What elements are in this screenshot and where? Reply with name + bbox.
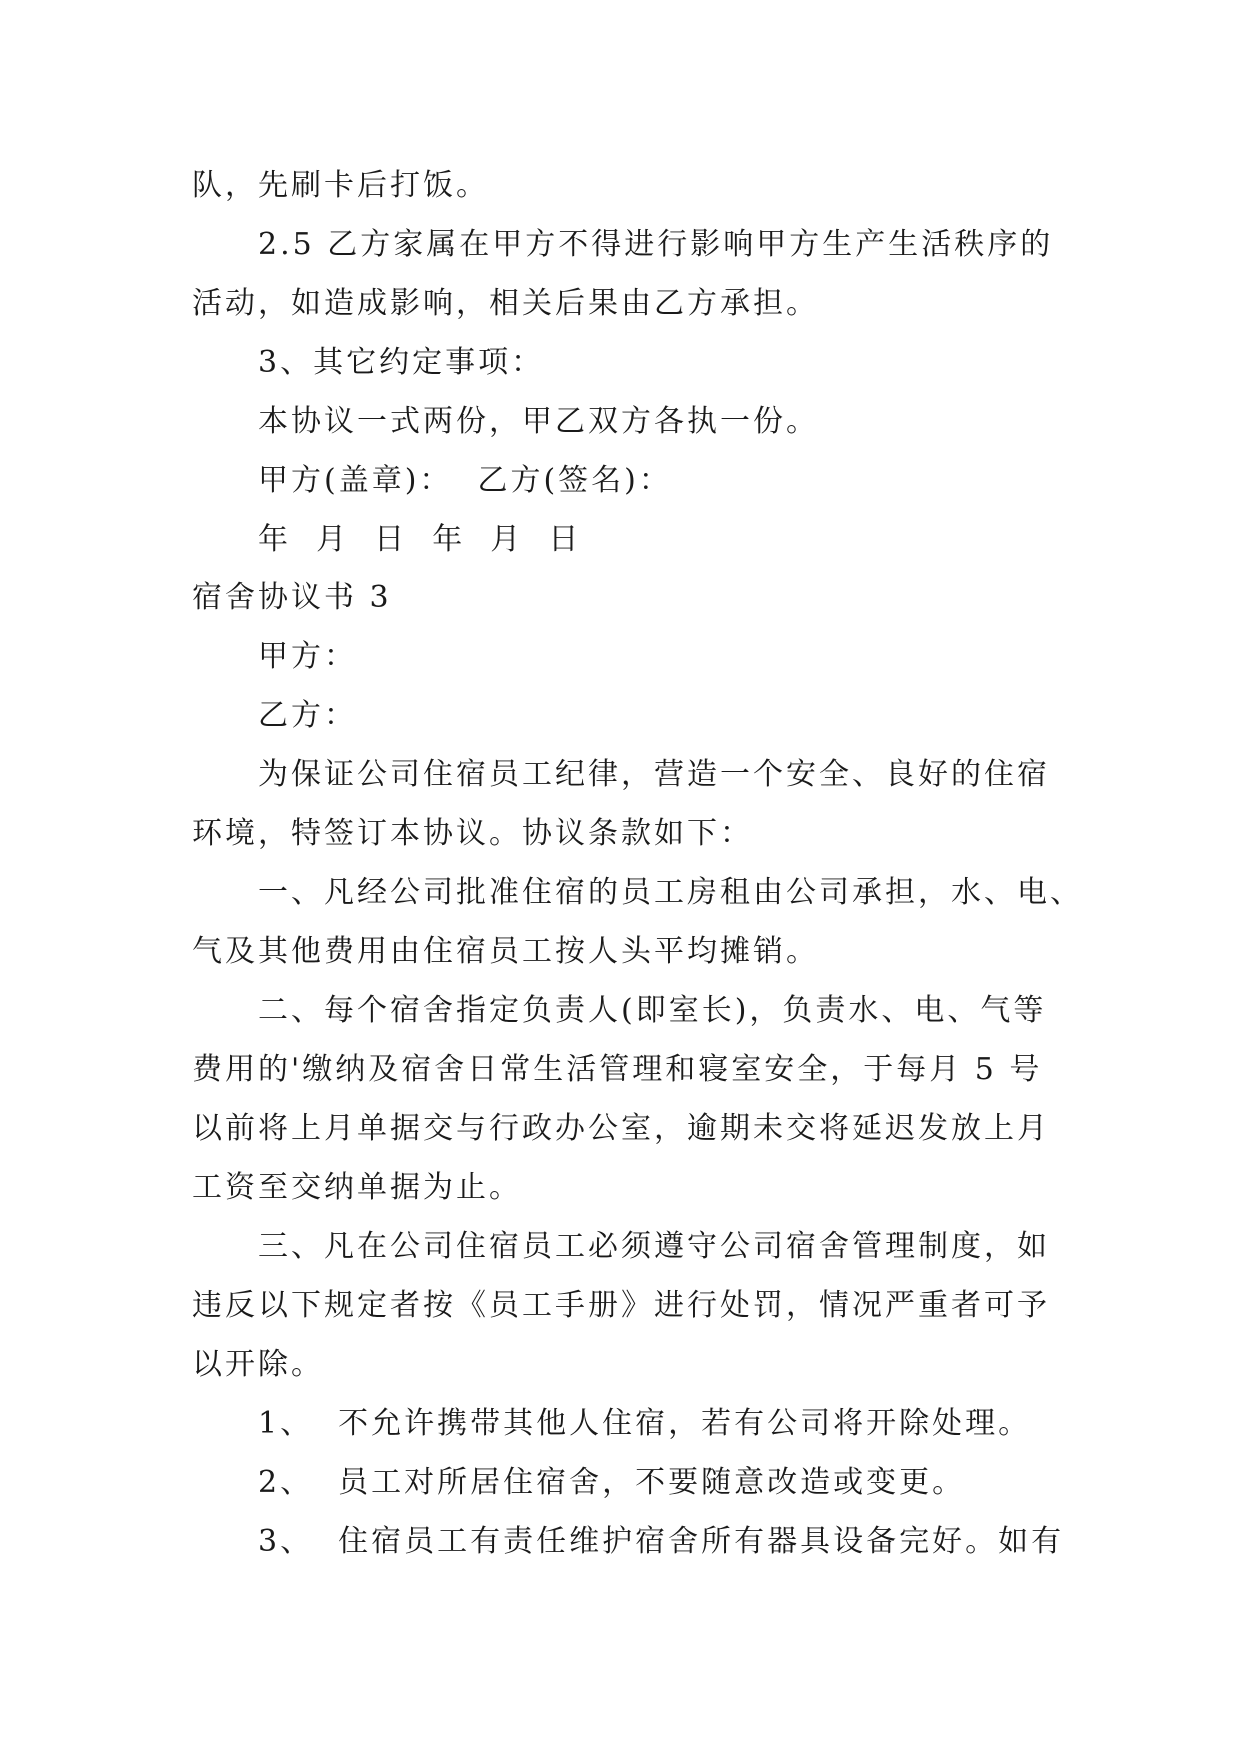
document-title: 宿舍协议书 3 bbox=[192, 580, 392, 615]
text-line: 活动，如造成影响，相关后果由乙方承担。 bbox=[192, 286, 819, 321]
date-line: 年 月 日 年 月 日 bbox=[258, 522, 582, 557]
text-line: 以开除。 bbox=[192, 1347, 324, 1382]
text-line: 费用的'缴纳及宿舍日常生活管理和寝室安全，于每月 5 号 bbox=[192, 1052, 1043, 1087]
text-line: 队，先刷卡后打饭。 bbox=[192, 168, 489, 203]
text-line: 气及其他费用由住宿员工按人头平均摊销。 bbox=[192, 934, 819, 969]
text-line: 违反以下规定者按《员工手册》进行处罚，情况严重者可予 bbox=[192, 1288, 1050, 1323]
signature-line: 甲方(盖章)： 乙方(签名)： bbox=[258, 463, 672, 498]
text-line: 工资至交纳单据为止。 bbox=[192, 1170, 522, 1205]
text-line: 以前将上月单据交与行政办公室，逾期未交将延迟发放上月 bbox=[192, 1111, 1050, 1146]
party-b-label: 乙方： bbox=[258, 698, 357, 733]
list-item: 1、 不允许携带其他人住宿，若有公司将开除处理。 bbox=[258, 1406, 1032, 1441]
clause-line: 三、凡在公司住宿员工必须遵守公司宿舍管理制度，如 bbox=[258, 1229, 1050, 1264]
list-item: 2、 员工对所居住宿舍，不要随意改造或变更。 bbox=[258, 1465, 966, 1500]
list-item: 3、 住宿员工有责任维护宿舍所有器具设备完好。如有 bbox=[258, 1524, 1065, 1559]
text-line: 为保证公司住宿员工纪律，营造一个安全、良好的住宿 bbox=[258, 757, 1050, 792]
section-heading: 3、其它约定事项： bbox=[258, 345, 545, 380]
text-line: 2.5 乙方家属在甲方不得进行影响甲方生产生活秩序的 bbox=[258, 227, 1054, 262]
clause-line: 一、凡经公司批准住宿的员工房租由公司承担，水、电、 bbox=[258, 875, 1083, 910]
clause-line: 二、每个宿舍指定负责人(即室长)，负责水、电、气等 bbox=[258, 993, 1047, 1028]
party-a-label: 甲方： bbox=[258, 639, 357, 674]
text-line: 本协议一式两份，甲乙双方各执一份。 bbox=[258, 404, 819, 439]
text-line: 环境，特签订本协议。协议条款如下： bbox=[192, 816, 753, 851]
